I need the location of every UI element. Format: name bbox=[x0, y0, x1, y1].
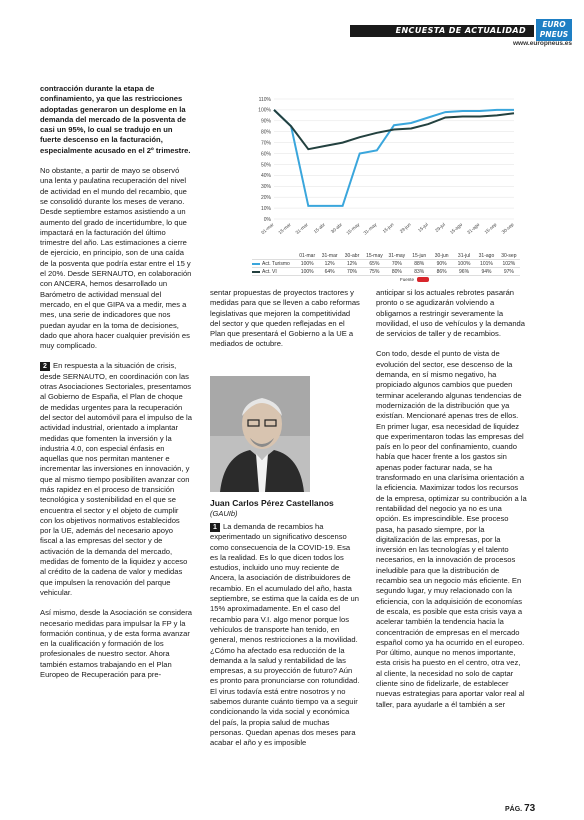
legend-label: Act. VI bbox=[262, 268, 277, 275]
table-cell: 94% bbox=[481, 269, 492, 275]
answer-2 bbox=[40, 361, 192, 598]
y-tick-label: 60% bbox=[260, 151, 271, 158]
table-col-header: 31-may bbox=[388, 253, 406, 259]
table-col-header: 15-may bbox=[366, 253, 383, 259]
x-tick-label: 29-jun bbox=[398, 221, 412, 234]
table-cell: 88% bbox=[414, 261, 425, 267]
y-tick-label: 20% bbox=[260, 194, 271, 201]
table-cell: 12% bbox=[347, 261, 358, 267]
x-tick-label: 30-sep bbox=[500, 221, 515, 235]
table-cell: 70% bbox=[347, 269, 358, 275]
column-middle bbox=[210, 288, 360, 360]
y-tick-label: 90% bbox=[260, 118, 271, 125]
paragraph-text: En respuesta a la situación de crisis, desde SERNAUTO, en coordinación con las otras Asociaciones Sectoriales, presentamos al Gobierno de España, el Plan de choque de medidas urgentes para la recuperación del sector del automóvil para el impulso de la actividad industrial, orientado a implantar medidas que fomenten la inversión y la industria 4.0, con especial énfasis en aquellas que nos permitan mantener e incrementar las inversiones en innovación, y que al mismo tiempo posibiliten avanzar con más rapidez en el proceso de transición tecnológica y sostenibilidad en el que se encuentra el sector y el objeto de cumplir con los objetivos normativos establecidos por la UE, además del necesario apoyo fiscal a las empresas del sector y de activación de la demanda del mercado, medidas de fomento de la liquidez y acceso al crédito de la cadena de valor y medidas que impulsen la renovación del parque vehicular. bbox=[40, 361, 192, 597]
chart-source bbox=[400, 277, 429, 282]
table-cell: 70% bbox=[391, 261, 402, 267]
table-cell: 100% bbox=[300, 269, 314, 275]
activity-line-chart bbox=[252, 95, 520, 277]
y-tick-label: 70% bbox=[260, 140, 271, 147]
author-name: Juan Carlos Pérez Castellanos bbox=[210, 498, 334, 508]
table-cell: 100% bbox=[457, 261, 471, 267]
table-row bbox=[252, 268, 520, 276]
x-tick-label: 15-mar bbox=[277, 221, 292, 236]
y-tick-label: 110% bbox=[258, 96, 271, 103]
table-cell: 12% bbox=[324, 261, 335, 267]
table-cell: 64% bbox=[324, 269, 335, 275]
table-cell: 86% bbox=[436, 269, 447, 275]
answer-1 bbox=[210, 522, 360, 749]
table-col-header: 01-mar bbox=[299, 253, 316, 259]
column-middle-lower bbox=[210, 522, 360, 759]
y-tick-label: 80% bbox=[260, 129, 271, 136]
x-tick-label: 31-ago bbox=[466, 221, 481, 235]
x-tick-label: 29-jul bbox=[434, 221, 447, 233]
x-tick-label: 15-sep bbox=[483, 221, 498, 235]
table-cell: 102% bbox=[502, 261, 516, 267]
table-cell: 83% bbox=[414, 269, 425, 275]
column-left bbox=[40, 84, 192, 690]
y-tick-label: 40% bbox=[260, 173, 271, 180]
table-row bbox=[252, 260, 520, 268]
x-tick-label: 15-ago bbox=[449, 221, 464, 235]
x-tick-label: 31-mar bbox=[294, 221, 309, 236]
table-col-header: 30-sep bbox=[501, 253, 517, 259]
x-tick-label: 31-may bbox=[362, 221, 378, 236]
table-row-label bbox=[252, 268, 296, 275]
y-tick-label: 10% bbox=[260, 205, 271, 212]
portrait-image bbox=[210, 376, 310, 492]
x-tick-label: 15-abr bbox=[312, 221, 327, 235]
paragraph: No obstante, a partir de mayo se observó una lenta y paulatina recuperación del nivel de actividad en el mundo del recambio, que se consolidó durante los meses de verano. Desde septiembre estamos asistiendo a un aumento del grado de incertidumbre, lo que impactará en la facturación del último trimestre del año. Las estimaciones a cierre de ejercicio, en principio, son de una caída de la posventa que podría estar entre el 15 y el 20%. Desde SERNAUTO, en colaboración con ANCERA, hemos desarrollado un Barómetro de actividad mensual del mercado, en el que GIPA va a medir, mes a mes, una serie de indicadores que nos puedan ayudar en la toma de decisiones, dado que ahora hacer cualquier previsión es muy complicado. bbox=[40, 166, 192, 351]
paragraph: Así mismo, desde la Asociación se considera necesario medidas para impulsar la FP y la formación continua, y de esta forma avanzar en la cualificación y formación de los profesionales de nuestro sector. Ahora también estamos trabajando en el Plan Europeo de Recuperación para pre- bbox=[40, 608, 192, 680]
legend-label: Act. Turismo bbox=[262, 260, 290, 267]
author-affiliation: (GAUIb) bbox=[210, 509, 238, 518]
table-col-header: 31-ago bbox=[478, 253, 495, 259]
paragraph: Con todo, desde el punto de vista de evolución del sector, ese descenso de la demanda, en sí mismo negativo, ha propiciado algunos cambios que pueden terminar acelerando algunas tendencias de modernización de la distribución que ya existían. Mencionaré apenas tres de ellos. En primer lugar, esa necesidad de liquidez que experimentaron todas las empresas del país en lo peor del confinamiento, cuando había que hacer frente a los gastos sin apenas poder facturar nada, se ha transformado en una clarísima orientación a la eficiencia. Maximizar todos los recursos de la empresa, optimizar su contribución a la rentabilidad del negocio ya no es una opción. Es imprescindible. Ese proceso pasa, ha pasado siempre, por la digitalización de las empresas, por la inversión en las tecnologías y el talento necesarios, en la innovación de procesos ineludible para que la distribución de recambio sea un negocio más eficiente. En segundo lugar, y muy relacionado con la eficiencia, con la adquisición de economías de escala, es posible que esta crisis vaya a acelerar también la tendencia hacia la concentración de empresas en el mercado español como ya ha ocurrido en el europeo. Por último, aunque no menos importante, esta crisis ha puesto en el centro, otra vez, al cliente, la necesidad no solo de captar cliente sino de fidelizarle, de establecer nuevas estrategias para aportar valor real al taller, para ayudarle a él también a ser bbox=[376, 349, 527, 709]
y-tick-label: 30% bbox=[260, 184, 271, 191]
logo-top: EURO bbox=[542, 20, 566, 29]
table-cell: 101% bbox=[480, 261, 493, 267]
chart-data-table bbox=[252, 252, 520, 276]
y-tick-label: 0% bbox=[263, 216, 271, 223]
table-col-header: 31-mar bbox=[321, 253, 338, 259]
answer-number-badge: 2 bbox=[40, 362, 50, 371]
table-cell: 100% bbox=[300, 261, 314, 267]
y-tick-label: 50% bbox=[260, 162, 271, 169]
legend-swatch bbox=[252, 271, 260, 273]
y-tick-label: 100% bbox=[258, 107, 271, 114]
series-line-turismo bbox=[274, 110, 514, 206]
x-tick-label: 01-mar bbox=[260, 221, 275, 236]
table-col-header: 30-abr bbox=[344, 253, 360, 259]
table-cell: 96% bbox=[459, 269, 470, 275]
europneus-logo bbox=[536, 19, 572, 41]
table-col-header: 30-jun bbox=[434, 253, 449, 259]
website-url: www.europneus.es bbox=[513, 40, 572, 47]
author-photo bbox=[210, 376, 310, 492]
table-col-header: 15-jun bbox=[412, 253, 427, 259]
x-tick-label: 30-abr bbox=[329, 221, 344, 235]
x-tick-label: 15-jul bbox=[417, 221, 429, 233]
table-cell: 75% bbox=[369, 269, 380, 275]
table-row-label bbox=[252, 260, 296, 267]
table-col-header: 31-jul bbox=[457, 253, 471, 259]
table-cell: 80% bbox=[391, 269, 402, 275]
x-tick-label: 15-may bbox=[345, 221, 361, 236]
series-line-vi bbox=[274, 110, 514, 149]
table-corner bbox=[252, 252, 296, 259]
answer-number-badge: 1 bbox=[210, 523, 220, 532]
page-label: PÁG. bbox=[505, 806, 523, 813]
legend-swatch bbox=[252, 263, 260, 265]
chart-svg bbox=[252, 95, 520, 255]
paragraph: sentar propuestas de proyectos tractores y medidas para que se lleven a cabo reformas legislativas que mejoren la competitividad del sector y que queden reflejadas en el Plan que presentará el Gobierno a la UE a mediados de octubre. bbox=[210, 288, 360, 349]
table-cell: 97% bbox=[503, 269, 514, 275]
page-number-value: 73 bbox=[524, 803, 536, 814]
paragraph-text: La demanda de recambios ha experimentado un significativo descenso como consecuencia de la COVID-19. Esa es la realidad. Es lo que dicen todos los estudios, incluido uno muy reciente de Ancera, la asociación de distribuidores de recambio. En el acumulado del año, hasta septiembre, se estima que la caída es de un 15% aproximadamente. En el caso del recambio para V.I. algo menor porque los vehículos de transporte han tenido, en general, menos restricciones a la movilidad. ¿Cómo ha afectado esa reducción de la demanda a la salud y rentabilidad de las empresas, a su proyección de futuro? Aún es pronto para pronunciarse con rotundidad. El virus todavía está entre nosotros y no sabemos durante cuánto tiempo va a seguir condicionando la vida social y económica del país, la propia salud de muchas personas. Quedan apenas dos meses para acabar el año y es imposible bbox=[210, 522, 360, 748]
page-number bbox=[505, 803, 535, 814]
logo-bottom: PNEUS bbox=[539, 30, 569, 39]
table-cell: 90% bbox=[436, 261, 447, 267]
column-right bbox=[376, 288, 528, 720]
source-label: Fuente bbox=[400, 277, 415, 282]
ancera-logo bbox=[417, 277, 429, 282]
paragraph: contracción durante la etapa de confinamiento, ya que las restricciones adoptadas generaron un desplome en la demanda del mercado de la posventa de casi un 95%, lo cual se tradujo en un fuerte descenso en la facturación, especialmente acusado en el 2º trimestre. bbox=[40, 84, 191, 155]
table-cell: 65% bbox=[369, 261, 380, 267]
table-header-row bbox=[252, 252, 520, 260]
x-tick-label: 15-jun bbox=[381, 221, 395, 234]
section-header: ENCUESTA DE ACTUALIDAD bbox=[350, 25, 534, 37]
paragraph: anticipar si los actuales rebrotes pasarán pronto o se agudizarán volviendo a obligarnos a restringir severamente la movilidad, el uso de vehículos y la demanda de servicios de taller y de recambios. bbox=[376, 288, 526, 339]
